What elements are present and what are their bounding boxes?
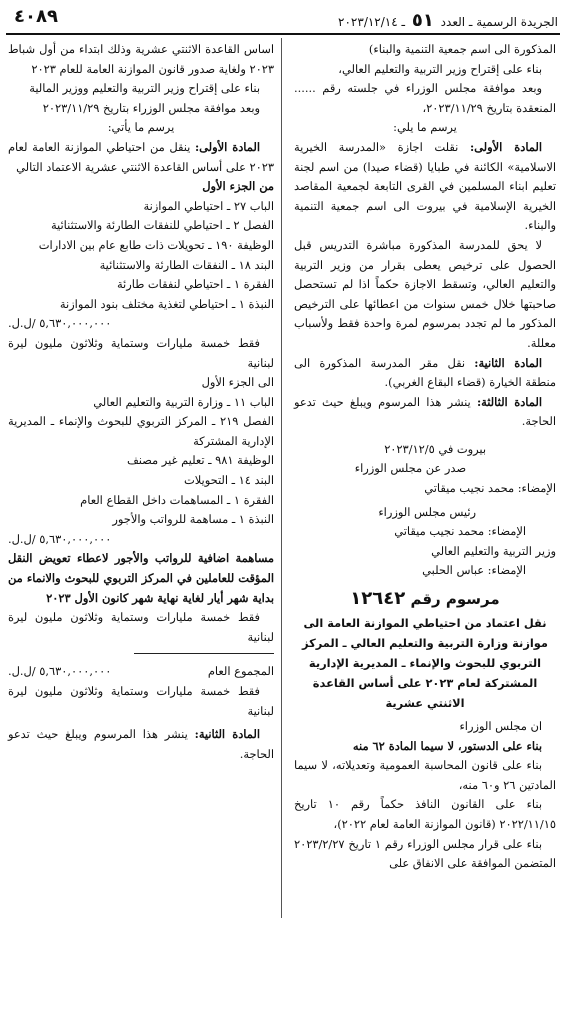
paragraph: بناء على الدستور، لا سيما المادة ٦٢ منه <box>352 738 542 753</box>
issue-number: ٥١ <box>411 10 434 31</box>
budget-line: الفصل ٢ ـ احتياطي للنفقات الطارئة والاستثنائية <box>50 218 274 233</box>
amount-in-words: فقط خمسة مليارات وستماية وثلاثون مليون ليرة لبنانية <box>8 684 274 718</box>
paragraph: المذكورة الى اسم جمعية التنمية والبناء) <box>368 42 556 56</box>
decree-number: ١٢٦٤٢ <box>350 588 406 610</box>
budget-line: البند ١٤ ـ التحويلات <box>184 473 274 488</box>
gazette-header-title <box>338 10 558 31</box>
date-place: بيروت في ٢٠٢٣/١٢/٥ <box>384 441 486 456</box>
signature: الإمضاء: محمد نجيب ميقاتي <box>424 481 556 496</box>
article-text: نقل مقر المدرسة المذكورة الى منطقة الخيارة (قضاء البقاع الغربي). <box>294 355 556 390</box>
total-amount: ٥,٦٣٠,٠٠٠,٠٠٠ /ل.ل. <box>8 664 112 679</box>
article-text: ينشر هذا المرسوم ويبلغ حيث تدعو الحاجة. <box>294 394 556 429</box>
part-heading: الى الجزء الأول <box>201 375 274 390</box>
paragraph: بناء على قانون المحاسبة العمومية وتعديلاته، لا سيما المادتين ٢٦ و٦٠ منه، <box>294 758 556 792</box>
article-label: المادة الأولى: <box>469 139 543 154</box>
grand-total-row <box>8 662 274 682</box>
total-label: المجموع العام <box>207 664 274 679</box>
article-2 <box>8 725 274 764</box>
signatory-title: رئيس مجلس الوزراء <box>378 504 476 519</box>
article-3 <box>294 393 556 432</box>
signature: الإمضاء: عباس الحلبي <box>422 563 526 578</box>
total-separator <box>134 653 274 654</box>
paragraph: وبعد موافقة مجلس الوزراء بتاريخ ٢٠٢٣/١١/٢٩ <box>42 100 260 115</box>
decree-heading <box>294 587 556 611</box>
issued-by: صدر عن مجلس الوزراء <box>354 461 466 476</box>
signatory-title: وزير التربية والتعليم العالي <box>431 543 556 558</box>
article-label: المادة الثانية: <box>474 355 542 370</box>
article-text: ينقل من احتياطي الموازنة العامة لعام ٢٠٢٣ على أساس القاعدة الاثنتي عشرية الاعتماد التالي <box>8 139 274 174</box>
left-column <box>8 40 274 764</box>
issue-date: ـ ٢٠٢٣/١٢/١٤ <box>338 15 406 29</box>
amount-in-words: فقط خمسة مليارات وستماية وثلاثون مليون ليرة لبنانية <box>8 335 274 370</box>
column-divider <box>281 38 282 918</box>
budget-line: الوظيفة ٩٨١ ـ تعليم غير مصنف <box>126 453 274 468</box>
budget-line: الفقرة ١ ـ المساهمات داخل القطاع العام <box>80 492 274 507</box>
paragraph: ان مجلس الوزراء <box>459 719 542 734</box>
article-1 <box>294 138 556 236</box>
decree-formula: يرسم ما يأتي: <box>107 120 175 135</box>
purpose-note: مساهمة اضافية للرواتب والأجور لاعطاء تعويض النقل المؤقت للعاملين في المركز التربوي للبحوث والانماء من بداية شهر أيار لغاية نهاية شهر كانون الأول ٢٠٢٣ <box>8 551 274 605</box>
budget-line: الباب ٢٧ ـ احتياطي الموازنة <box>143 198 274 213</box>
article-2 <box>294 354 556 393</box>
paragraph: لا يحق للمدرسة المذكورة مباشرة التدريس قبل الحصول على ترخيص يعطى بقرار من وزير التربية والتعليم العالي، وتسقط الاجازة حكماً اذا لم تستحصل صاحبتها خلال خمس سنوات من اعطائها على الترخيص المذكور ما لم تجدد بمرسوم لمرة واحدة فقط ولأسباب معللة. <box>294 237 556 350</box>
paragraph: بناء على إقتراح وزير التربية والتعليم ووزير المالية <box>29 81 260 96</box>
amount: ٥,٦٣٠,٠٠٠,٠٠٠ /ل.ل. <box>8 316 112 331</box>
page-number: ٤٠٨٩ <box>14 6 58 27</box>
budget-line: البند ١٨ ـ النفقات الطارئة والاستثنائية <box>99 257 274 272</box>
budget-line: الفصل ٢١٩ ـ المركز التربوي للبحوث والإنماء ـ المديرية الإدارية المشتركة <box>8 414 275 448</box>
budget-line: الفقرة ١ ـ احتياطي لنفقات طارئة <box>116 277 274 292</box>
decree-formula: يرسم ما يلي: <box>393 120 457 135</box>
header-divider <box>6 33 560 35</box>
page-header <box>8 4 558 34</box>
part-heading: من الجزء الأول <box>202 179 274 194</box>
right-column <box>294 40 556 874</box>
paragraph: بناء على إقتراح وزير التربية والتعليم العالي، <box>338 61 542 76</box>
article-label: المادة الثانية: <box>194 727 260 742</box>
budget-line: النبذة ١ ـ مساهمة للرواتب والأجور <box>112 512 274 527</box>
paragraph: اساس القاعدة الاثنتي عشرية وذلك ابتداء من أول شباط ٢٠٢٣ ولغاية صدور قانون الموازنة العامة للعام ٢٠٢٣ <box>8 42 274 76</box>
budget-line: الوظيفة ١٩٠ ـ تحويلات ذات طابع عام بين الادارات <box>38 237 274 252</box>
article-text: ينشر هذا المرسوم ويبلغ حيث تدعو الحاجة. <box>8 727 274 761</box>
article-text: نقلت اجازة «المدرسة الخيرية الاسلامية» الكائنة في طبايا (قضاء صيدا) من اسم لجنة تعليم ابناء المسلمين في القرى التابعة لجمعية المقاصد الخيرية الإسلامية في بيروت الى اسم جمعية التنمية والبناء. <box>294 139 556 233</box>
budget-line: النبذة ١ ـ احتياطي لتغذية مختلف بنود الموازنة <box>59 296 274 311</box>
paragraph: بناء على القانون النافذ حكماً رقم ١٠ تاريخ ٢٠٢٢/١١/١٥ (قانون الموازنة العامة لعام ٢٠٢٢)، <box>294 797 556 831</box>
budget-line: الباب ١١ ـ وزارة التربية والتعليم العالي <box>93 394 274 409</box>
gazette-name: الجريدة الرسمية ـ العدد <box>440 15 558 29</box>
article-1 <box>8 138 274 177</box>
signature: الإمضاء: محمد نجيب ميقاتي <box>394 524 526 539</box>
paragraph: وبعد موافقة مجلس الوزراء في جلسته رقم ...... المنعقدة بتاريخ ٢٠٢٣/١١/٢٩، <box>294 81 556 115</box>
amount-in-words: فقط خمسة مليارات وستماية وثلاثون مليون ليرة لبنانية <box>8 610 274 644</box>
amount: ٥,٦٣٠,٠٠٠,٠٠٠ /ل.ل. <box>8 531 112 546</box>
paragraph: بناء على قرار مجلس الوزراء رقم ١ تاريخ ٢٠٢٣/٢/٢٧ المتضمن الموافقة على الانفاق على <box>294 836 556 871</box>
decree-label: مرسوم رقم <box>410 590 500 609</box>
decree-subject: نقل اعتماد من احتياطي الموازنة العامة الى موازنة وزارة التربية والتعليم العالي ـ المركز التربوي للبحوث والإنماء ـ المديرية الإدارية المشتركة لعام ٢٠٢٣ على أساس القاعدة الاثنتي عشرية <box>302 616 548 711</box>
article-label: المادة الثالثة: <box>476 394 542 409</box>
article-label: المادة الأولى: <box>194 139 260 154</box>
